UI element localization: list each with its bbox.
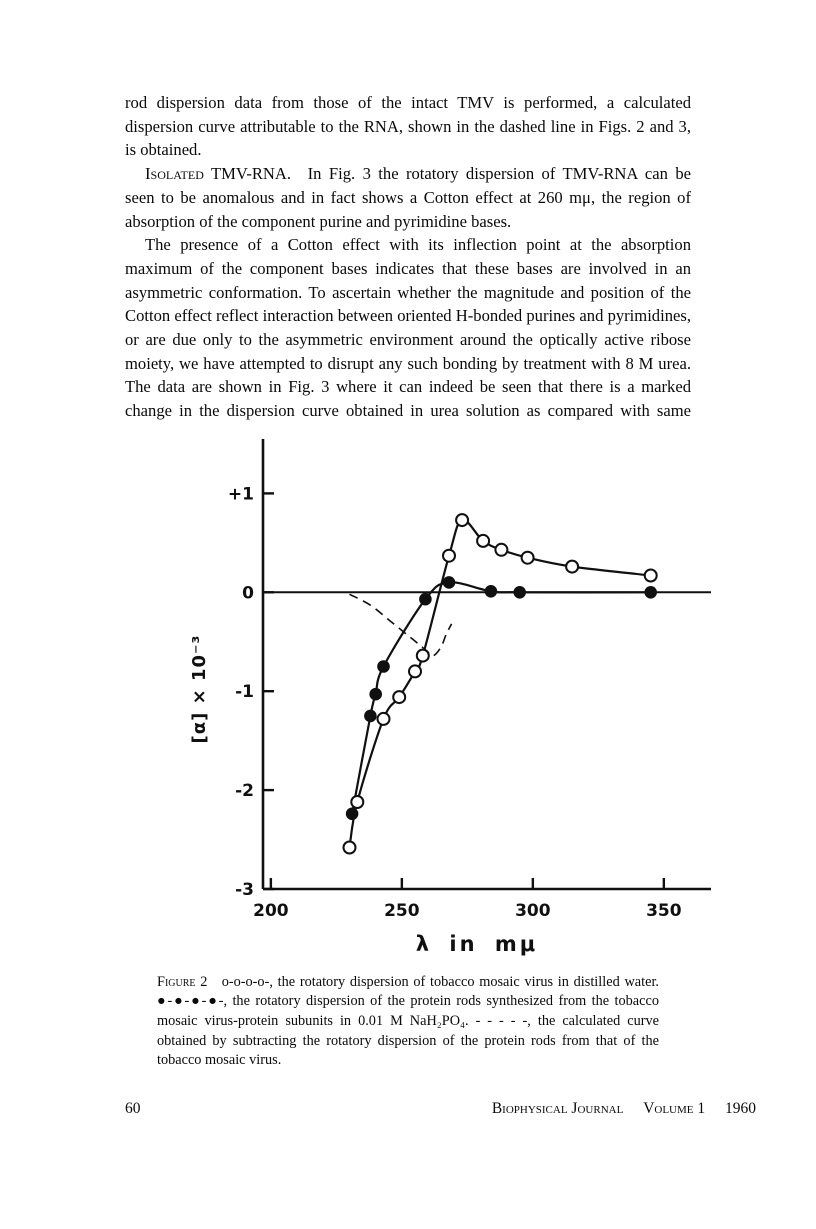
journal-volume: Volume 1	[643, 1100, 706, 1117]
figure-2	[185, 431, 725, 963]
body-text	[125, 91, 691, 1071]
svg-text:-2: -2	[235, 780, 254, 801]
svg-text:300: 300	[515, 900, 551, 921]
figure-caption	[157, 973, 659, 1071]
paragraph-2-rest: In Fig. 3 the rotatory dispersion of TMV-RNA can be seen to be anomalous and in fact shows a Cotton effect at 260 mμ, the region of absorption of the component purine and pyrimidine bases.	[125, 164, 691, 231]
svg-text:[α] × 10⁻³: [α] × 10⁻³	[189, 634, 210, 744]
svg-text:250: 250	[384, 900, 420, 921]
svg-text:200: 200	[253, 900, 289, 921]
figure-caption-text: o-o-o-o-, the rotatory dispersion of tobacco mosaic virus in distilled water. ●-●-●-●-, the rotatory dispersion of the protein rods synthesized from the tobacco mosaic virus-protein subunits in 0.01 M NaH₂PO₄. - - - - -, the calculated curve obtained by subtracting the rotatory dispersion of the protein rods from that of the tobacco mosaic virus.	[157, 973, 659, 1069]
paragraph-3: The presence of a Cotton effect with its inflection point at the absorption maximum of the component bases indicates that these bases are involved in an asymmetric conformation. To ascertain whether the magnitude and position of the Cotton effect reflect interaction between oriented H-bonded purines and pyrimidines, or are due only to the asymmetric environment around the optically active ribose moiety, we have attempted to disrupt any such bonding by treatment with 8 M urea. The data are shown in Fig. 3 where it can indeed be seen that there is a marked change in the dispersion curve obtained in urea solution as compared with same	[125, 235, 691, 421]
svg-text:-3: -3	[235, 879, 254, 900]
figure-caption-label: Figure 2	[157, 973, 208, 990]
paragraph-2	[125, 162, 691, 233]
paragraph-2-lead: Isolated TMV-RNA.	[145, 164, 292, 184]
journal-name: Biophysical Journal	[491, 1100, 624, 1117]
svg-text:350: 350	[646, 900, 682, 921]
journal-year: 1960	[725, 1100, 756, 1117]
svg-text:+1: +1	[227, 484, 254, 505]
svg-text:0: 0	[242, 583, 254, 604]
paragraph-1: rod dispersion data from those of the intact TMV is performed, a calculated dispersion curve attributable to the RNA, shown in the dashed line in Figs. 2 and 3, is obtained.	[125, 93, 691, 160]
svg-text:λ in mμ: λ in mμ	[415, 931, 539, 956]
figure-chart	[185, 431, 725, 963]
page-number: 60	[125, 1100, 141, 1117]
journal-footer-line	[492, 1100, 756, 1118]
page-footer	[125, 1100, 756, 1118]
svg-text:-1: -1	[235, 682, 254, 703]
